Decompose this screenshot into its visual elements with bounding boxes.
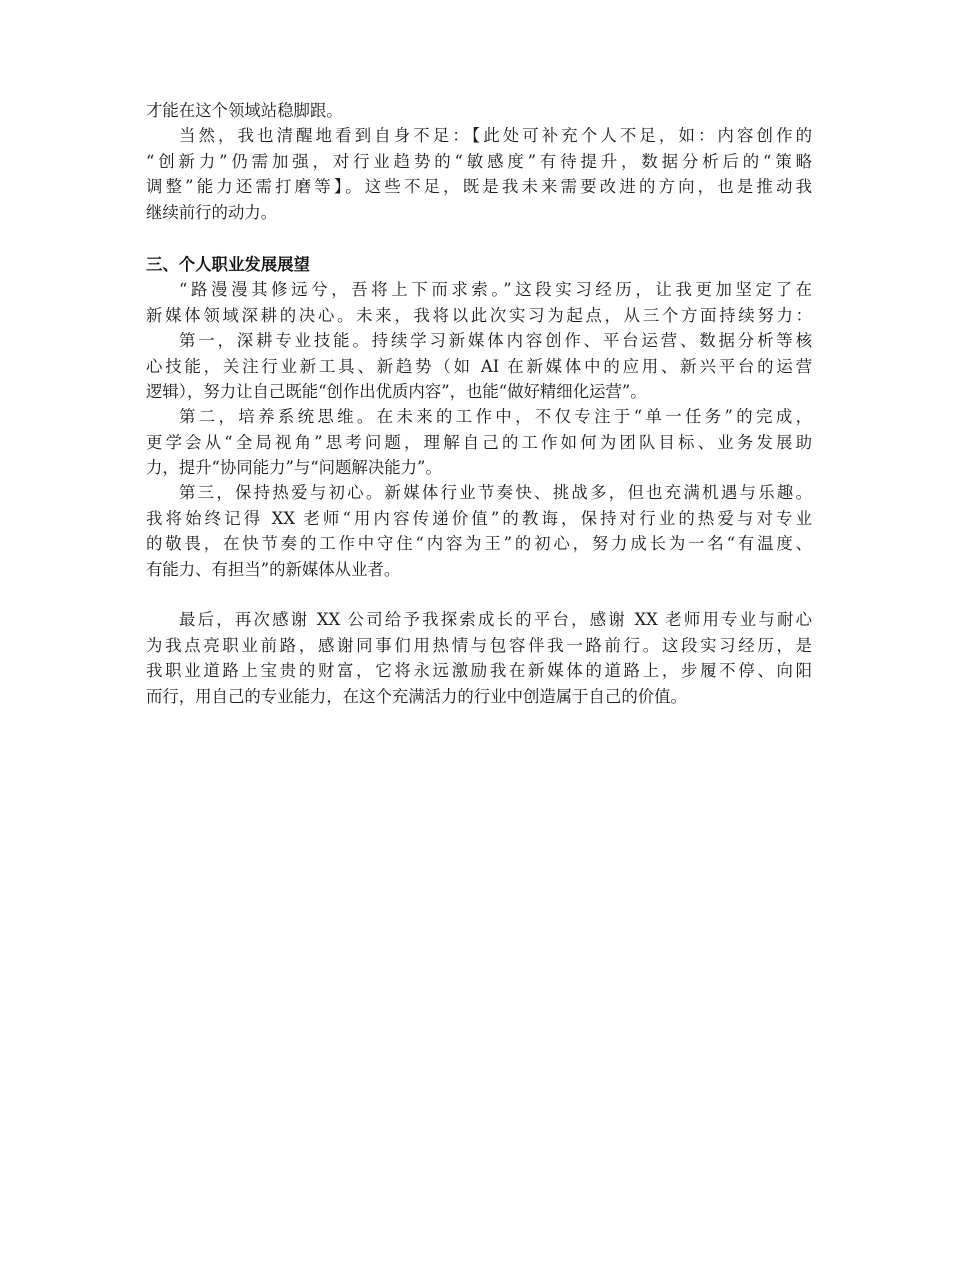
paragraph-third <box>146 480 812 582</box>
text-line: 更学会从“全局视角”思考问题，理解自己的工作如何为团队目标、业务发展助 <box>146 432 812 452</box>
text-line: 继续前行的动力。 <box>146 202 278 222</box>
text-line: 我将始终记得 XX 老师“用内容传递价值”的教诲，保持对行业的热爱与对专业 <box>146 508 812 528</box>
spacer <box>146 582 812 607</box>
text-line: 心技能，关注行业新工具、新趋势（如 AI 在新媒体中的应用、新兴平台的运营 <box>146 356 812 376</box>
text-line: 我职业道路上宝贵的财富，它将永远激励我在新媒体的道路上，步履不停、向阳 <box>146 661 812 681</box>
paragraph-second <box>146 404 812 480</box>
text-line: 最后，再次感谢 XX 公司给予我探索成长的平台，感谢 XX 老师用专业与耐心 <box>179 610 812 630</box>
text-line: 有能力、有担当”的新媒体从业者。 <box>146 559 401 579</box>
text-line: “创新力”仍需加强，对行业趋势的“敏感度”有待提升，数据分析后的“策略 <box>146 151 812 171</box>
text-line: 当然，我也清醒地看到自身不足：【此处可补充个人不足，如：内容创作的 <box>179 126 812 146</box>
text-line: 而行，用自己的专业能力，在这个充满活力的行业中创造属于自己的价值。 <box>146 686 687 706</box>
paragraph-closing <box>146 607 812 709</box>
text-line: 第二，培养系统思维。在未来的工作中，不仅专注于“单一任务”的完成， <box>179 407 812 427</box>
paragraph-outlook-intro <box>146 277 812 328</box>
text-line: 的敬畏，在快节奏的工作中守住“内容为王”的初心，努力成长为一名“有温度、 <box>146 534 812 554</box>
spacer <box>146 225 812 252</box>
text-line: 第三，保持热爱与初心。新媒体行业节奏快、挑战多，但也充满机遇与乐趣。 <box>179 483 812 503</box>
text-line: 调整”能力还需打磨等】。这些不足，既是我未来需要改进的方向，也是推动我 <box>146 177 812 197</box>
paragraph-first <box>146 328 812 404</box>
section-heading: 三、个人职业发展展望 <box>146 254 310 274</box>
text-line: 才能在这个领域站稳脚跟。 <box>146 101 343 120</box>
text-line: “路漫漫其修远兮，吾将上下而求索。”这段实习经历，让我更加坚定了在 <box>179 280 812 300</box>
text-line: 力，提升“协同能力”与“问题解决能力”。 <box>146 458 442 478</box>
paragraph-shortcoming <box>146 123 812 225</box>
text-line: 新媒体领域深耕的决心。未来，我将以此次实习为起点，从三个方面持续努力： <box>146 305 812 325</box>
text-line: 第一，深耕专业技能。持续学习新媒体内容创作、平台运营、数据分析等核 <box>179 331 812 351</box>
text-line: 为我点亮职业前路，感谢同事们用热情与包容伴我一路前行。这段实习经历，是 <box>146 635 812 655</box>
paragraph-intro-tail <box>146 98 812 123</box>
document-page <box>146 98 812 709</box>
text-line: 逻辑），努力让自己既能“创作出优质内容”，也能“做好精细化运营”。 <box>146 381 647 401</box>
